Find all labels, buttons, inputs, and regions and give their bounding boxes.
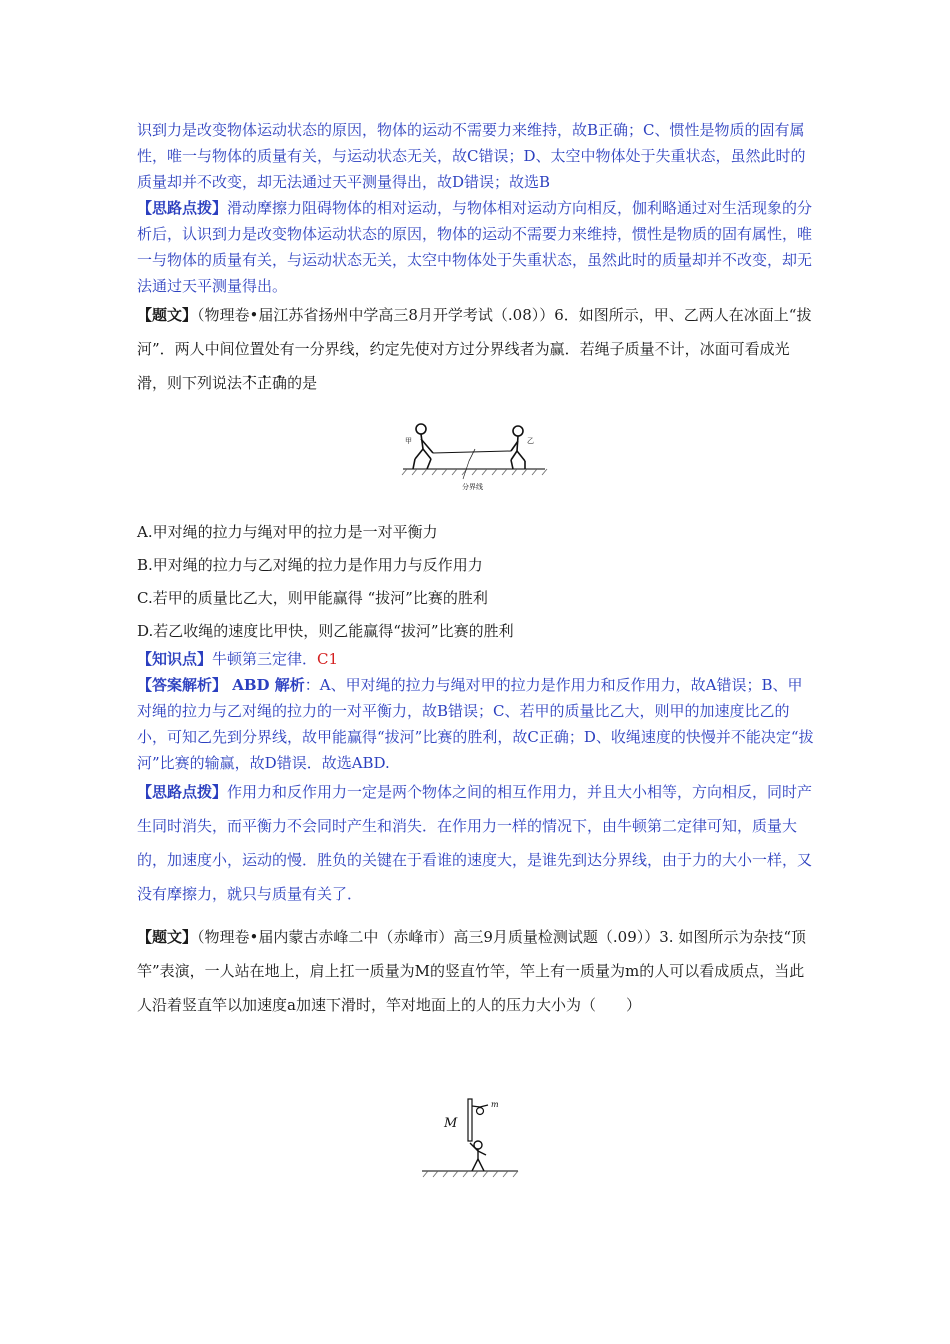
tip-text: 滑动摩擦力阻碍物体的相对运动，与物体相对运动方向相反，伽利略通过对生活现象的分析后，认识到力是改变物体运动状态的原因，物体的运动不需要力来维持，惯性是物质的固有属性，唯一与物体的质量有关，与运动状态无关，太空中物体处于失重状态，虽然此时的质量却并不改变，却无法通过天平测量得出。	[137, 199, 813, 295]
tip-paragraph-1	[137, 195, 817, 299]
kp-code: C1	[317, 650, 339, 668]
person-right	[511, 426, 525, 469]
option-a: A.甲对绳的拉力与绳对甲的拉力是一对平衡力	[137, 523, 438, 541]
question-3	[137, 920, 817, 1022]
label-m: m	[491, 1100, 499, 1109]
label-jia: 甲	[405, 437, 412, 445]
option-d: D.若乙收绳的速度比甲快，则乙能赢得“拔河”比赛的胜利	[137, 622, 514, 640]
ground-person	[470, 1141, 486, 1171]
answer-key: ABD	[227, 676, 270, 694]
option-b: B.甲对绳的拉力与乙对绳的拉力是作用力与反作用力	[137, 556, 483, 574]
tip-paragraph-2	[137, 775, 817, 911]
tip-section-2	[137, 775, 817, 911]
analysis-text: 识到力是改变物体运动状态的原因，物体的运动不需要力来维持，故B正确；C、惯性是物质的固有属性，唯一与物体的质量有关，与运动状态无关，故C错误；D、太空中物体处于失重状态，虽然此时的质量却并不改变，却无法通过天平测量得出，故D错误；故选B	[137, 121, 806, 191]
analysis-label: 解析	[269, 676, 305, 694]
answer-continuation	[137, 117, 817, 299]
question-6	[137, 298, 817, 400]
question-6-stem	[137, 298, 817, 400]
label-M: M	[444, 1116, 458, 1131]
kp-tag: 【知识点】	[137, 650, 213, 668]
person-left	[413, 424, 433, 469]
answer-tag: 【答案解析】	[137, 676, 228, 694]
label-yi: 乙	[527, 437, 534, 445]
analysis-body: ：A、甲对绳的拉力与绳对甲的拉力是作用力和反作用力，故A错误；B、甲对绳的拉力与乙对绳的拉力的一对平衡力，故B错误；C、若甲的质量比乙大，则甲的加速度比乙的小，可知乙先到分界线，故甲能赢得“拔河”比赛的胜利，故C正确；D、收绳速度的快慢并不能决定“拔河”比赛的输赢，故D错误．故选ABD.	[137, 676, 814, 772]
question-text-end: 的是	[287, 374, 318, 392]
pole-act-figure	[420, 1093, 520, 1179]
question-text: （物理卷•届江苏省扬州中学高三8月开学考试（.08））6．如图所示，甲、乙两人在冰面上“拔河”．两人中间位置处有一分界线，约定先使对方过分界线者为赢．若绳子质量不计，冰面可看成光滑，则下列说法	[137, 306, 812, 392]
question-3-text: （物理卷•届内蒙古赤峰二中（赤峰市）高三9月质量检测试题（.09））3. 如图所示为杂技“顶竿”表演，一人站在地上，肩上扛一质量为M的竖直竹竿，竿上有一质量为m的人可以看成质点，当此人沿着竖直竿以加速度a加速下滑时，竿对地面上的人的压力大小为（ ）	[137, 928, 807, 1014]
answer-analysis	[137, 672, 817, 776]
tug-of-war-figure	[399, 417, 549, 495]
emphasis-text: 不正确	[242, 374, 288, 392]
tip-text-2: 作用力和反作用力一定是两个物体之间的相互作用力，并且大小相等，方向相反，同时产生同时消失，而平衡力不会同时产生和消失．在作用力一样的情况下，由牛顿第二定律可知，质量大的，加速度小，运动的慢．胜负的关键在于看谁的速度大，是谁先到达分界线，由于力的大小一样，又没有摩擦力，就只与质量有关了．	[137, 783, 813, 903]
tip-tag: 【思路点拨】	[137, 199, 228, 217]
question-3-tag: 【题文】	[137, 928, 198, 946]
option-c: C.若甲的质量比乙大，则甲能赢得 “拔河”比赛的胜利	[137, 589, 488, 607]
knowledge-point	[137, 646, 817, 672]
question-tag: 【题文】	[137, 306, 198, 324]
pole	[468, 1099, 472, 1141]
answer-section	[137, 646, 817, 776]
tip-tag-2: 【思路点拨】	[137, 783, 228, 801]
kp-text: 牛顿第三定律．	[212, 650, 318, 668]
climber	[472, 1105, 488, 1115]
label-boundary: 分界线	[462, 483, 483, 491]
question-3-stem	[137, 920, 817, 1022]
